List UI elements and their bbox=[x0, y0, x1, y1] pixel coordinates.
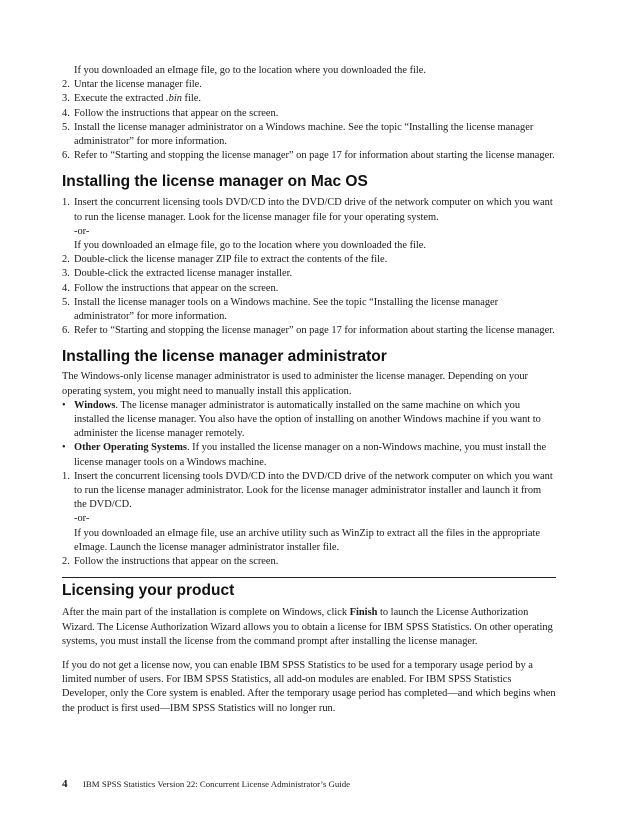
list-item: 1. Insert the concurrent licensing tools DVD/CD into the DVD/CD drive of the network computer on which you want to run the license manager. Look for the license manager file for your operating system. bbox=[62, 197, 553, 223]
list-item: 3. Execute the extracted .bin file. bbox=[62, 93, 201, 105]
eimage-note: If you downloaded an eImage file, go to the location where you downloaded the file. bbox=[74, 65, 427, 76]
list-item: 2. Untar the license manager file. bbox=[62, 79, 202, 91]
bullet-item-other-os: • Other Operating Systems. If you installed the license manager on a non-Windows machine, you must install the license manager tools on a Windows machine. bbox=[62, 442, 547, 468]
or-separator: -or- bbox=[74, 513, 90, 525]
admin-intro: The Windows-only license manager administrator is used to administer the license manager. Depending on your operating system, you might need to manually install this application. bbox=[62, 371, 528, 397]
list-item: 5. Install the license manager tools on a Windows machine. See the topic “Installing the license manager administrator” for more information. bbox=[62, 296, 499, 323]
page-number: 4 bbox=[62, 778, 68, 790]
list-item: 2. Double-click the license manager ZIP file to extract the contents of the file. bbox=[62, 254, 388, 266]
section-heading-admin: Installing the license manager administrator bbox=[62, 348, 387, 366]
section-divider bbox=[62, 577, 556, 578]
bullet-item-windows: • Windows. The license manager administrator is automatically installed on the same machine on which you installed the license manager. You also have the option of installing on another Windows machine if you want to administer the license manager remotely. bbox=[62, 399, 541, 440]
footer-title: IBM SPSS Statistics Version 22: Concurrent License Administrator’s Guide bbox=[83, 779, 350, 789]
list-item: 2. Follow the instructions that appear on the screen. bbox=[62, 556, 279, 568]
list-item: 4. Follow the instructions that appear on the screen. bbox=[62, 282, 279, 294]
list-item: 3. Double-click the extracted license manager installer. bbox=[62, 268, 293, 280]
licensing-paragraph-1: After the main part of the installation is complete on Windows, click Finish to launch the License Authorization Wizard. The License Authorization Wizard allows you to obtain a license for IBM SPSS Statistics. On other operating systems, you must install the license from the command prompt after installing the license manager. bbox=[62, 607, 553, 647]
section-heading-licensing: Licensing your product bbox=[62, 582, 235, 600]
list-item: 6. Refer to “Starting and stopping the license manager” on page 17 for information about starting the license manager. bbox=[62, 325, 555, 337]
list-item: 4. Follow the instructions that appear on the screen. bbox=[62, 107, 279, 119]
or-separator: -or- bbox=[74, 225, 90, 237]
section-heading-mac: Installing the license manager on Mac OS bbox=[62, 173, 368, 191]
eimage-note: If you downloaded an eImage file, go to the location where you downloaded the file. bbox=[74, 240, 427, 252]
document-page bbox=[62, 64, 556, 716]
list-item: 6. Refer to “Starting and stopping the license manager” on page 17 for information about starting the license manager. bbox=[62, 150, 555, 162]
list-item: 1. Insert the concurrent licensing tools DVD/CD into the DVD/CD drive of the network computer on which you want to run the license manager administrator. Look for the license manager administrator installer and launch it from the DVD/CD. bbox=[62, 470, 553, 511]
eimage-note: If you downloaded an eImage file, use an archive utility such as WinZip to extract all the files in the appropriate eImage. Launch the license manager administrator installer file. bbox=[74, 527, 540, 553]
licensing-paragraph-2: If you do not get a license now, you can enable IBM SPSS Statistics to be used for a temporary usage period by a limited number of users. For IBM SPSS Statistics, all add-on modules are enabled. For IBM SPSS Statistics Developer, only the Core system is enabled. After the temporary usage period has completed—and which begins when the product is first used—IBM SPSS Statistics will no longer run. bbox=[62, 659, 556, 714]
page-footer bbox=[62, 778, 556, 790]
list-item: 5. Install the license manager administrator on a Windows machine. See the topic “Installing the license manager administrator” for more information. bbox=[62, 121, 534, 148]
